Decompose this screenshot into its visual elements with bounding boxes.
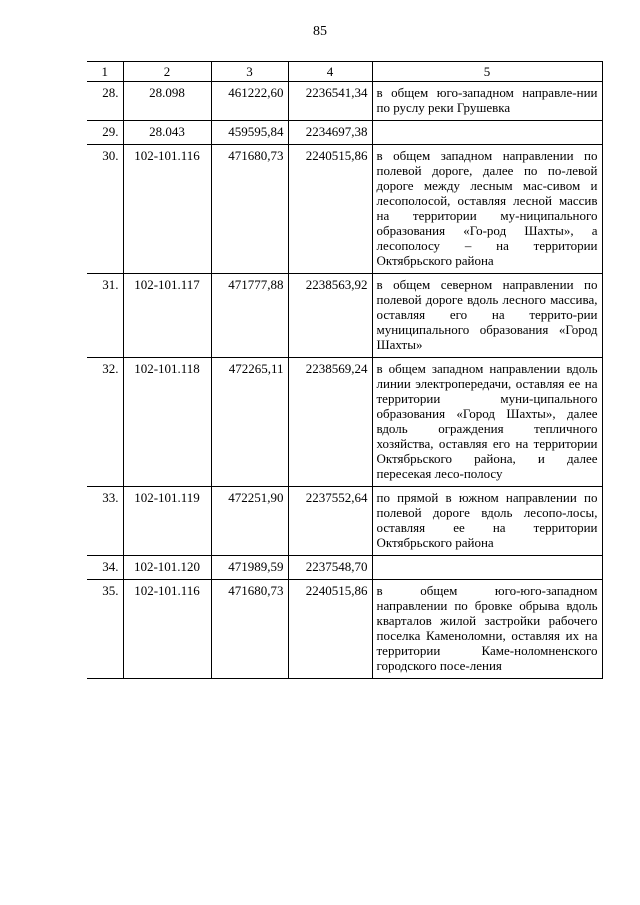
table-row [87,487,602,556]
description-cell: в общем юго-западном направле-нии по руслу реки Грушевка [372,82,602,121]
y-coordinate-cell: 2240515,86 [288,145,372,274]
table-body [87,82,602,679]
page-number: 85 [313,24,327,39]
boundary-table [87,61,603,679]
point-id-cell: 102-101.116 [123,580,211,679]
row-number-cell: 33. [87,487,123,556]
x-coordinate-cell: 471680,73 [211,145,288,274]
point-id-cell: 102-101.116 [123,145,211,274]
description-cell: по прямой в южном направлении по полевой дороге вдоль лесопо-лосы, оставляя ее на территории Октябрьского района [372,487,602,556]
table-row [87,556,602,580]
y-coordinate-cell: 2234697,38 [288,121,372,145]
y-coordinate-cell: 2236541,34 [288,82,372,121]
description-cell: в общем юго-юго-западном направлении по бровке обрыва вдоль кварталов жилой застройки рабочего поселка Каменоломни, оставляя их на территории Каме-ноломненского городского посе-ления [372,580,602,679]
description-cell [372,121,602,145]
description-cell: в общем северном направлении по полевой дороге вдоль лесного массива, оставляя его на террито-рии муниципального образования «Город Шахты» [372,274,602,358]
header-row [87,62,602,82]
row-number-cell: 31. [87,274,123,358]
point-id-cell: 102-101.117 [123,274,211,358]
x-coordinate-cell: 471680,73 [211,580,288,679]
description-cell [372,556,602,580]
x-coordinate-cell: 461222,60 [211,82,288,121]
table-row [87,145,602,274]
row-number-cell: 32. [87,358,123,487]
table-row [87,580,602,679]
table-row [87,121,602,145]
y-coordinate-cell: 2237552,64 [288,487,372,556]
y-coordinate-cell: 2237548,70 [288,556,372,580]
point-id-cell: 102-101.120 [123,556,211,580]
x-coordinate-cell: 471777,88 [211,274,288,358]
row-number-cell: 28. [87,82,123,121]
row-number-cell: 29. [87,121,123,145]
row-number-cell: 34. [87,556,123,580]
point-id-cell: 102-101.118 [123,358,211,487]
header-col-3: 3 [211,62,288,82]
table-header [87,62,602,82]
point-id-cell: 28.098 [123,82,211,121]
y-coordinate-cell: 2238563,92 [288,274,372,358]
description-cell: в общем западном направлении по полевой дороге, далее по по-левой дороге между лесным мас-сивом и лесополосой, оставляя лесной массив на территории му-ниципального образования «Го-род Шахты», а лесополосу – на территории Октябрьского района [372,145,602,274]
point-id-cell: 102-101.119 [123,487,211,556]
header-col-4: 4 [288,62,372,82]
table-row [87,358,602,487]
row-number-cell: 35. [87,580,123,679]
table-row [87,82,602,121]
header-col-2: 2 [123,62,211,82]
x-coordinate-cell: 472251,90 [211,487,288,556]
point-id-cell: 28.043 [123,121,211,145]
table-row [87,274,602,358]
header-col-1: 1 [87,62,123,82]
description-cell: в общем западном направлении вдоль линии электропередачи, оставляя ее на территории муни-ципального образования «Город Шахты», далее вдоль ограждения тепличного хозяйства, оставляя его на территории Октябрьского района, и далее пересекая лесо-полосу [372,358,602,487]
y-coordinate-cell: 2238569,24 [288,358,372,487]
y-coordinate-cell: 2240515,86 [288,580,372,679]
header-col-5: 5 [372,62,602,82]
row-number-cell: 30. [87,145,123,274]
x-coordinate-cell: 471989,59 [211,556,288,580]
x-coordinate-cell: 472265,11 [211,358,288,487]
x-coordinate-cell: 459595,84 [211,121,288,145]
